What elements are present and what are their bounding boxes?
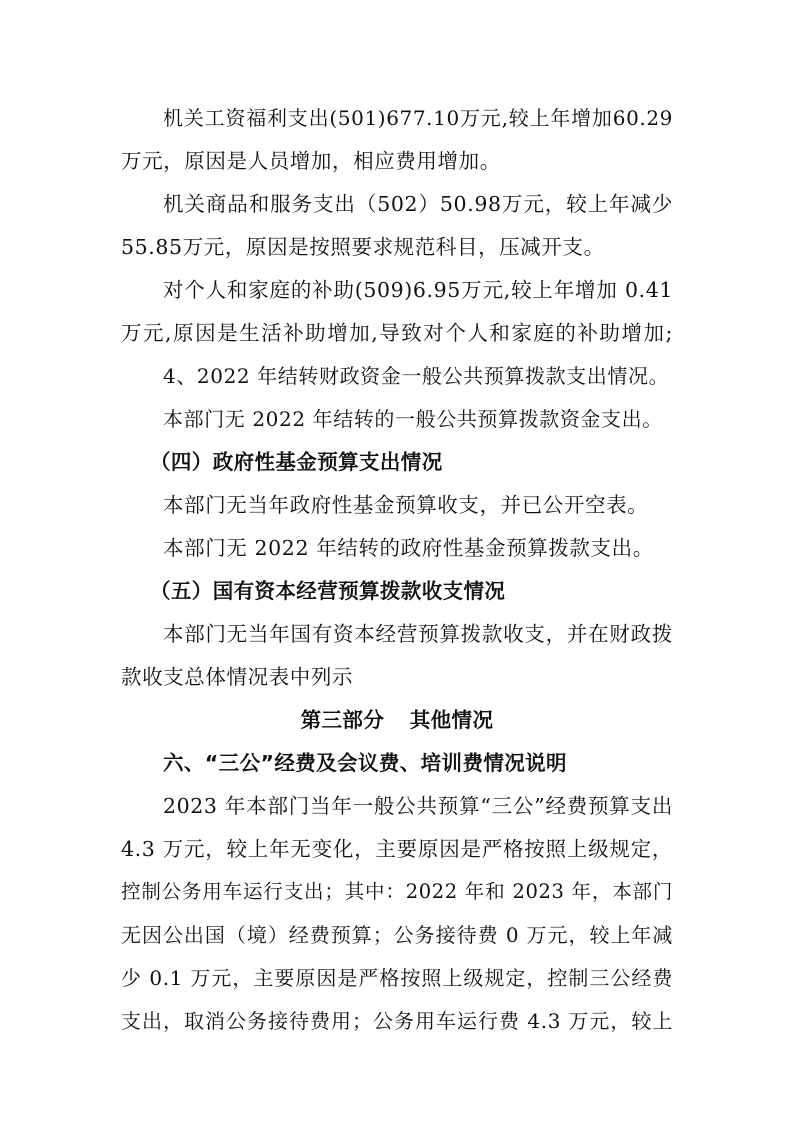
- paragraph-line: 4、2022 年结转财政资金一般公共预算拨款支出情况。: [163, 364, 670, 388]
- paragraph-line: 4.3 万元，较上年无变化，主要原因是严格按照上级规定，: [121, 837, 673, 861]
- paragraph-line: 机关工资福利支出(501)677.10万元,较上年增加60.29: [163, 106, 673, 130]
- paragraph-line: 万元，原因是人员增加，相应费用增加。: [121, 149, 501, 173]
- section-heading: （五）国有资本经营预算拨款收支情况: [150, 579, 506, 603]
- paragraph-line: 控制公务用车运行支出；其中：2022 年和 2023 年，本部门: [121, 880, 673, 903]
- paragraph-line: 款收支总体情况表中列示: [121, 665, 354, 689]
- paragraph-line: 万元,原因是生活补助增加,导致对个人和家庭的补助增加;: [121, 321, 673, 345]
- paragraph-line: 支出，取消公务接待费用；公务用车运行费 4.3 万元，较上: [121, 1009, 673, 1033]
- paragraph-line: 无因公出国（境）经费预算；公务接待费 0 万元，较上年减: [121, 923, 673, 947]
- paragraph-line: 本部门无当年国有资本经营预算拨款收支，并在财政拨: [163, 622, 673, 646]
- paragraph-line: 机关商品和服务支出（502）50.98万元，较上年减少: [163, 192, 673, 216]
- paragraph-line: 对个人和家庭的补助(509)6.95万元,较上年增加 0.41: [163, 278, 673, 302]
- part-heading: 第三部分 其他情况: [300, 708, 494, 732]
- section-heading: （四）政府性基金预算支出情况: [150, 450, 443, 474]
- paragraph-line: 2023 年本部门当年一般公共预算“三公”经费预算支出: [163, 794, 673, 818]
- paragraph-line: 少 0.1 万元，主要原因是严格按照上级规定，控制三公经费: [121, 966, 673, 990]
- paragraph-line: 本部门无 2022 年结转的政府性基金预算拨款支出。: [163, 536, 654, 560]
- paragraph-line: 55.85万元，原因是按照要求规范科目，压减开支。: [121, 235, 605, 259]
- paragraph-line: 本部门无 2022 年结转的一般公共预算拨款资金支出。: [163, 407, 663, 431]
- paragraph-line: 本部门无当年政府性基金预算收支，并已公开空表。: [163, 493, 649, 517]
- section-heading: 六、“三公”经费及会议费、培训费情况说明: [163, 751, 567, 775]
